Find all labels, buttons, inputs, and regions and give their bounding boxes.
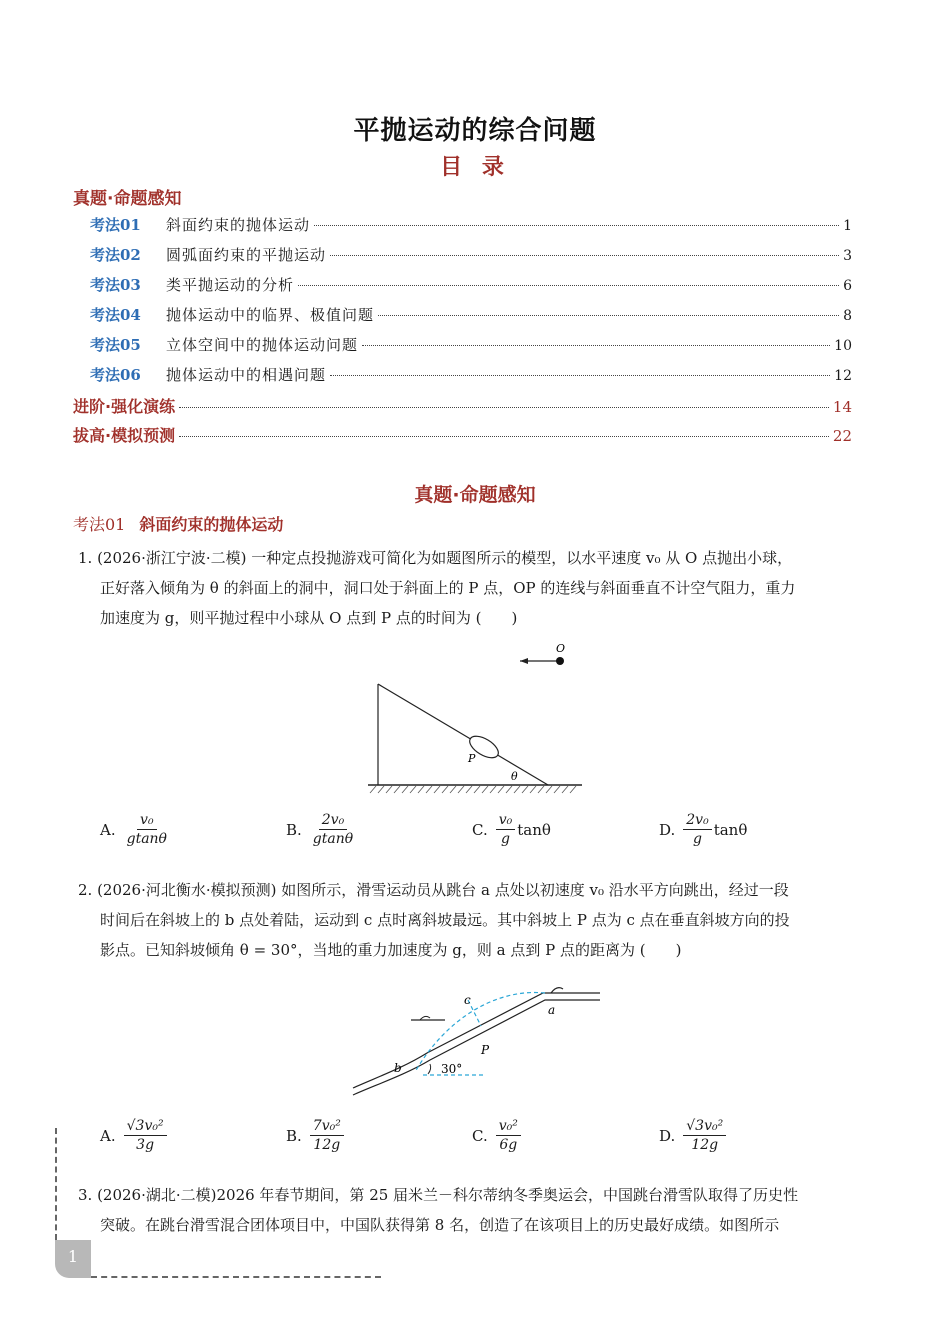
toc-item[interactable] bbox=[90, 274, 852, 296]
toc-item[interactable] bbox=[90, 244, 852, 266]
label-p: P bbox=[468, 752, 476, 765]
toc-item-title: 类平抛运动的分析 bbox=[166, 276, 295, 294]
toc-item-title: 抛体运动中的相遇问题 bbox=[166, 366, 327, 384]
numerator: 2v₀ bbox=[319, 812, 347, 830]
toc-item[interactable] bbox=[90, 304, 852, 326]
trajectory bbox=[415, 992, 545, 1072]
toc-item-page: 8 bbox=[843, 308, 852, 324]
option-fraction bbox=[496, 1118, 521, 1153]
option-label: D. bbox=[659, 820, 676, 839]
toc-item-title: 圆弧面约束的平抛运动 bbox=[166, 246, 327, 264]
toc-main-page: 14 bbox=[832, 398, 852, 416]
toc-main-title: 进阶·强化演练 bbox=[73, 397, 176, 416]
option-fraction bbox=[683, 812, 711, 847]
option-fraction bbox=[496, 812, 516, 847]
toc-item-title: 斜面约束的抛体运动 bbox=[166, 216, 311, 234]
toc-leader bbox=[298, 285, 839, 286]
option-d[interactable] bbox=[659, 1118, 728, 1153]
slope-upper-edge bbox=[353, 993, 600, 1088]
slope-lower-edge bbox=[353, 1000, 600, 1095]
arrow-head bbox=[520, 658, 528, 664]
denominator: 6g bbox=[499, 1137, 518, 1153]
toc-main-item[interactable] bbox=[73, 423, 852, 447]
question-text-line: 加速度为 g，则平抛过程中小球从 O 点到 P 点的时间为 ( ) bbox=[100, 609, 518, 627]
toc-item-key: 考法04 bbox=[90, 306, 141, 324]
page-border-dashed bbox=[91, 1276, 381, 1278]
numerator: v₀ bbox=[496, 812, 516, 830]
question-text-line: 突破。在跳台滑雪混合团体项目中，中国队获得第 8 名，创造了在该项目上的历史最好成绩。如图所示 bbox=[100, 1216, 780, 1234]
option-d[interactable] bbox=[659, 812, 747, 847]
angle-arc bbox=[428, 1064, 431, 1074]
page-border-dashed bbox=[55, 1128, 57, 1240]
option-b[interactable] bbox=[286, 812, 358, 847]
numerator: 7v₀² bbox=[310, 1118, 344, 1136]
denominator: 12g bbox=[691, 1137, 719, 1153]
label-b: b bbox=[394, 1061, 402, 1075]
label-c: c bbox=[464, 993, 471, 1007]
point-o bbox=[556, 657, 564, 665]
question-text-line: 2. (2026·河北衡水·模拟预测) 如图所示，滑雪运动员从跳台 a 点处以初速度 v₀ 沿水平方向跳出，经过一段 bbox=[78, 881, 789, 899]
option-fraction bbox=[310, 812, 356, 847]
toc-item-page: 6 bbox=[843, 278, 852, 294]
toc-leader bbox=[179, 436, 829, 437]
denominator: g bbox=[501, 831, 510, 847]
toc-heading: 目 录 bbox=[440, 155, 510, 180]
option-fraction bbox=[310, 1118, 344, 1153]
toc-item[interactable] bbox=[90, 334, 852, 356]
label-theta: θ bbox=[511, 770, 518, 783]
incline-surface bbox=[378, 684, 548, 785]
toc-leader bbox=[378, 315, 839, 316]
kaofa-title: 斜面约束的抛体运动 bbox=[139, 515, 284, 534]
denominator: gtanθ bbox=[312, 831, 354, 847]
toc-group-title: 真题·命题感知 bbox=[73, 189, 182, 209]
toc-item-title: 立体空间中的抛体运动问题 bbox=[166, 336, 359, 354]
numerator: √3v₀² bbox=[683, 1118, 726, 1136]
label-p: P bbox=[481, 1043, 490, 1057]
option-label: A. bbox=[100, 1126, 116, 1145]
label-a: a bbox=[548, 1003, 556, 1017]
option-tail: tanθ bbox=[517, 820, 551, 839]
toc-item-key: 考法03 bbox=[90, 276, 141, 294]
toc-item-page: 12 bbox=[834, 368, 852, 384]
toc-main-page: 22 bbox=[832, 427, 852, 445]
page-number: 1 bbox=[55, 1240, 91, 1278]
toc-item-key: 考法05 bbox=[90, 336, 141, 354]
toc-leader bbox=[314, 225, 839, 226]
option-fraction bbox=[683, 1118, 726, 1153]
denominator: g bbox=[693, 831, 702, 847]
numerator: v₀ bbox=[137, 812, 157, 830]
question-text-line: 时间后在斜坡上的 b 点处着陆，运动到 c 点时离斜坡最远。其中斜坡上 P 点为 c 点在垂直斜坡方向的投 bbox=[100, 911, 790, 929]
option-c[interactable] bbox=[472, 812, 551, 847]
question-text-line: 正好落入倾角为 θ 的斜面上的洞中，洞口处于斜面上的 P 点，OP 的连线与斜面垂直不计空气阻力，重力 bbox=[100, 579, 796, 597]
section-title: 真题·命题感知 bbox=[414, 484, 536, 506]
option-a[interactable] bbox=[100, 812, 172, 847]
option-c[interactable] bbox=[472, 1118, 523, 1153]
toc-item[interactable] bbox=[90, 214, 852, 236]
question-text-line: 1. (2026·浙江宁波·二模) 一种定点投抛游戏可简化为如题图所示的模型，以水平速度 v₀ 从 O 点抛出小球， bbox=[78, 549, 793, 567]
option-a[interactable] bbox=[100, 1118, 169, 1153]
option-label: B. bbox=[286, 1126, 302, 1145]
toc-leader bbox=[179, 407, 829, 408]
toc-main-title: 拔高·模拟预测 bbox=[73, 426, 176, 445]
option-label: A. bbox=[100, 820, 116, 839]
toc-item-page: 1 bbox=[843, 218, 852, 234]
ground-hatch bbox=[370, 786, 576, 793]
option-fraction bbox=[124, 812, 170, 847]
denominator: 3g bbox=[136, 1137, 155, 1153]
option-b[interactable] bbox=[286, 1118, 346, 1153]
toc-item-page: 10 bbox=[834, 338, 852, 354]
label-o: O bbox=[556, 642, 566, 655]
option-label: B. bbox=[286, 820, 302, 839]
figure-incline-projectile bbox=[360, 640, 590, 800]
figure-ski-jump bbox=[345, 980, 605, 1105]
kaofa-heading bbox=[73, 512, 283, 535]
question-3 bbox=[78, 1180, 883, 1240]
option-fraction bbox=[124, 1118, 167, 1153]
toc-leader bbox=[330, 255, 839, 256]
skier-icon bbox=[551, 988, 563, 993]
document-title: 平抛运动的综合问题 bbox=[353, 116, 597, 146]
option-label: D. bbox=[659, 1126, 676, 1145]
option-label: C. bbox=[472, 820, 488, 839]
question-1 bbox=[78, 543, 883, 633]
option-label: C. bbox=[472, 1126, 488, 1145]
denominator: gtanθ bbox=[126, 831, 167, 847]
numerator: √3v₀² bbox=[124, 1118, 167, 1136]
denominator: 12g bbox=[313, 1137, 341, 1153]
label-angle: 30° bbox=[441, 1062, 463, 1076]
question-text-line: 3. (2026·湖北·二模)2026 年春节期间，第 25 届米兰－科尔蒂纳冬季奥运会，中国跳台滑雪队取得了历史性 bbox=[78, 1186, 799, 1204]
numerator: v₀² bbox=[496, 1118, 521, 1136]
toc-item[interactable] bbox=[90, 364, 852, 386]
toc-item-key: 考法02 bbox=[90, 246, 141, 264]
toc-item-key: 考法06 bbox=[90, 366, 141, 384]
toc-leader bbox=[362, 345, 830, 346]
toc-leader bbox=[330, 375, 830, 376]
kaofa-number: 考法01 bbox=[73, 515, 126, 534]
question-2 bbox=[78, 875, 883, 965]
numerator: 2v₀ bbox=[683, 812, 711, 830]
toc-item-page: 3 bbox=[843, 248, 852, 264]
toc-item-title: 抛体运动中的临界、极值问题 bbox=[166, 306, 375, 324]
question-text-line: 影点。已知斜坡倾角 θ = 30°，当地的重力加速度为 g，则 a 点到 P 点的距离为 ( ) bbox=[100, 941, 682, 959]
toc-main-item[interactable] bbox=[73, 394, 852, 418]
option-tail: tanθ bbox=[713, 820, 748, 839]
toc-item-key: 考法01 bbox=[90, 216, 141, 234]
